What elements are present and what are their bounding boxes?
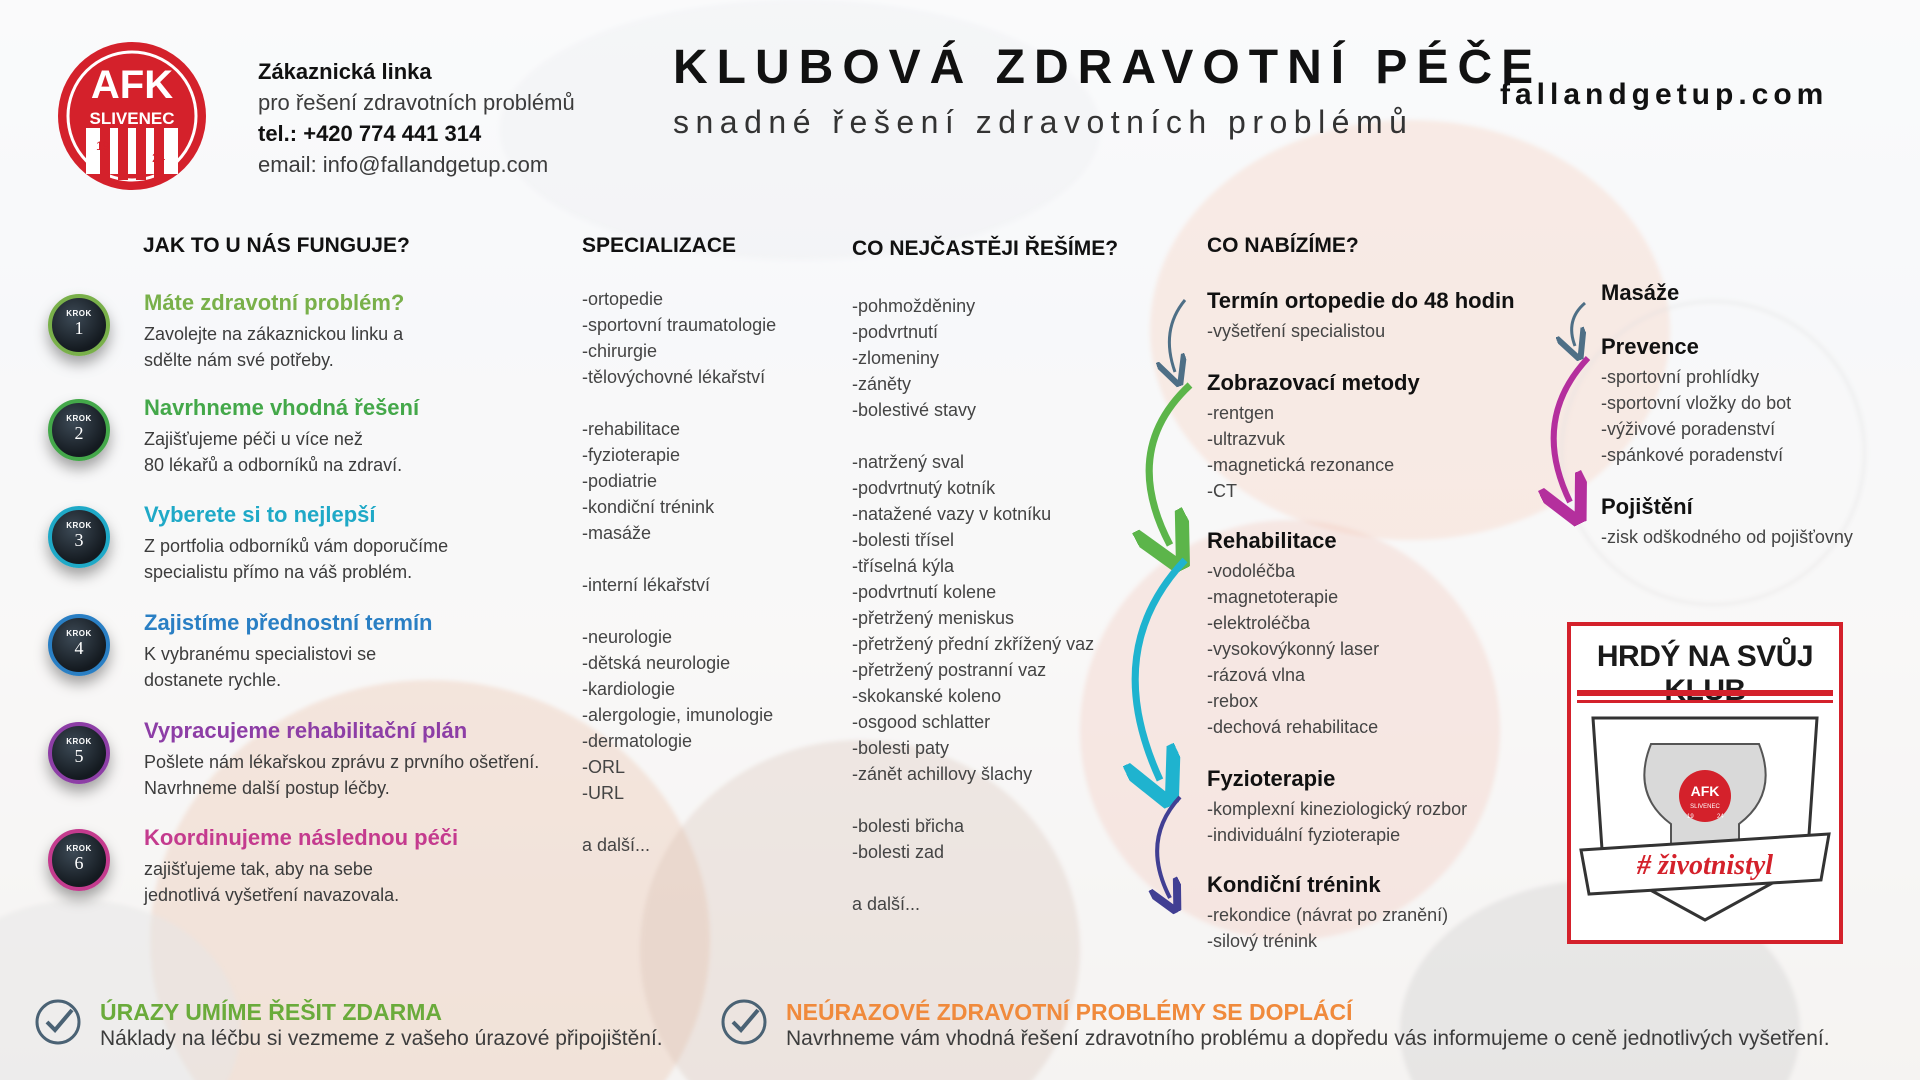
list-item: -rebox xyxy=(1207,691,1259,711)
list-item: -zlomeniny xyxy=(852,348,940,368)
step-text-line: jednotlivá vyšetření navazovala. xyxy=(144,885,400,905)
offer-group-title: Termín ortopedie do 48 hodin xyxy=(1207,288,1515,313)
list-item: -spánkové poradenství xyxy=(1601,445,1784,465)
svg-text:SLIVENEC: SLIVENEC xyxy=(89,109,175,128)
step-krok: KROK xyxy=(66,844,92,853)
step-number: 3 xyxy=(74,530,84,550)
list-item: -přetržený meniskus xyxy=(852,608,1015,628)
step-text-line: specialistu přímo na váš problém. xyxy=(144,562,413,582)
page-subtitle: snadné řešení zdravotních problémů xyxy=(673,104,1414,140)
arrow-3 xyxy=(1135,560,1185,780)
list-item: -zisk odškodného od pojišťovny xyxy=(1601,527,1853,547)
list-item: -bolesti třísel xyxy=(852,530,955,550)
svg-text:AFK: AFK xyxy=(90,63,174,107)
specializace-heading: SPECIALIZACE xyxy=(582,234,737,257)
list-item: -neurologie xyxy=(582,627,673,647)
club-badge xyxy=(1567,622,1843,944)
arrow-5 xyxy=(1572,303,1585,346)
step-title: Vypracujeme rehabilitační plán xyxy=(144,718,468,743)
check-circle-icon xyxy=(34,998,82,1046)
step-text-line: sdělte nám své potřeby. xyxy=(144,350,334,370)
step-text-line: Navrhneme další postup léčby. xyxy=(144,778,390,798)
list-item: -fyzioterapie xyxy=(582,445,681,465)
list-item: -silový trénink xyxy=(1207,931,1318,951)
list-item: a další... xyxy=(582,835,651,855)
step-title: Zajistíme přednostní termín xyxy=(144,610,433,635)
check-circle-icon xyxy=(720,998,768,1046)
step-text-line: zajišťujeme tak, aby na sebe xyxy=(144,859,373,879)
offer-group-title: Prevence xyxy=(1601,334,1699,359)
offer-group-title: Masáže xyxy=(1601,280,1680,305)
trophy-emblem xyxy=(1571,684,1839,940)
svg-text:SLIVENEC: SLIVENEC xyxy=(1690,804,1720,810)
list-item: -tělovýchovné lékařství xyxy=(582,367,766,387)
list-item: -záněty xyxy=(852,374,912,394)
step-number: 5 xyxy=(74,746,84,766)
step-text-line: Pošlete nám lékařskou zprávu z prvního ošetření. xyxy=(144,752,540,772)
step-text-line: 80 lékařů a odborníků na zdraví. xyxy=(144,455,403,475)
list-item: -ortopedie xyxy=(582,289,664,309)
list-item: -skokanské koleno xyxy=(852,686,1002,706)
contact-subtitle: pro řešení zdravotních problémů xyxy=(258,90,575,115)
list-item: -tříselná kýla xyxy=(852,556,955,576)
step-krok: KROK xyxy=(66,309,92,318)
step-number: 6 xyxy=(74,853,84,873)
contact-phone[interactable]: tel.: +420 774 441 314 xyxy=(258,121,482,146)
list-item: -podiatrie xyxy=(582,471,658,491)
nabizime-heading: CO NABÍZÍME? xyxy=(1207,234,1359,257)
svg-text:19: 19 xyxy=(96,139,110,153)
club-badge-title: HRDÝ NA SVŮJ xyxy=(1596,640,1814,673)
step-title: Máte zdravotní problém? xyxy=(144,290,405,315)
list-item: a další... xyxy=(852,894,921,914)
list-item: -kondiční trénink xyxy=(582,497,715,517)
list-item: -sportovní prohlídky xyxy=(1601,367,1760,387)
page-title: KLUBOVÁ ZDRAVOTNÍ PÉČE xyxy=(673,41,1543,94)
list-item: -vodoléčba xyxy=(1207,561,1296,581)
svg-text:24: 24 xyxy=(1717,814,1724,820)
step-krok: KROK xyxy=(66,737,92,746)
list-item: -sportovní traumatologie xyxy=(582,315,777,335)
list-item: -bolestivé stavy xyxy=(852,400,977,420)
list-item: -ultrazvuk xyxy=(1207,429,1286,449)
list-item: -podvrtnutý kotník xyxy=(852,478,996,498)
offer-group-title: Rehabilitace xyxy=(1207,528,1337,553)
bottom-left-title: ÚRAZY UMÍME ŘEŠIT ZDARMA xyxy=(100,999,443,1025)
list-item: -podvrtnutí xyxy=(852,322,939,342)
list-item: -masáže xyxy=(582,523,652,543)
list-item: -rehabilitace xyxy=(582,419,681,439)
step-text-line: Z portfolia odborníků vám doporučíme xyxy=(144,536,449,556)
contact-email[interactable]: email: info@fallandgetup.com xyxy=(258,152,549,177)
step-krok: KROK xyxy=(66,629,92,638)
step-text-line: K vybranému specialistovi se xyxy=(144,644,377,664)
list-item: -rentgen xyxy=(1207,403,1275,423)
list-item: -podvrtnutí kolene xyxy=(852,582,997,602)
step-title: Koordinujeme následnou péči xyxy=(144,825,459,850)
list-item: -individuální fyzioterapie xyxy=(1207,825,1401,845)
list-item: -přetržený postranní vaz xyxy=(852,660,1047,680)
list-item: -vyšetření specialistou xyxy=(1207,321,1386,341)
website-link[interactable]: fallandgetup.com xyxy=(1500,78,1829,111)
list-item: -dětská neurologie xyxy=(582,653,731,673)
offer-group-title: Pojištění xyxy=(1601,494,1693,519)
list-item: -elektroléčba xyxy=(1207,613,1311,633)
list-item: -interní lékařství xyxy=(582,575,711,595)
list-item: -magnetoterapie xyxy=(1207,587,1339,607)
list-item: -rekondice (návrat po zranění) xyxy=(1207,905,1449,925)
step-krok: KROK xyxy=(66,521,92,530)
arrow-1 xyxy=(1169,300,1185,372)
svg-text:24: 24 xyxy=(152,151,166,165)
list-item: -CT xyxy=(1207,481,1237,501)
svg-text:AFK: AFK xyxy=(1690,783,1720,799)
list-item: -přetržený přední zkřížený vaz xyxy=(852,634,1095,654)
offer-group-title: Kondiční trénink xyxy=(1207,872,1381,897)
step-krok: KROK xyxy=(66,414,92,423)
arrow-2 xyxy=(1149,385,1190,545)
svg-text:# životnistyl: # životnistyl xyxy=(1636,850,1774,881)
step-title: Navrhneme vhodná řešení xyxy=(144,395,420,420)
step-number: 1 xyxy=(74,318,84,338)
step-text-line: dostanete rychle. xyxy=(144,670,282,690)
bottom-right-text: Navrhneme vám vhodná řešení zdravotního problému a dopředu vás informujeme o ceně jednotlivých vyšetření. xyxy=(786,1027,1830,1050)
list-item: -zánět achillovy šlachy xyxy=(852,764,1033,784)
step-text-line: Zajišťujeme péči u více než xyxy=(144,429,363,449)
list-item: -osgood schlatter xyxy=(852,712,991,732)
list-item: -vysokovýkonný laser xyxy=(1207,639,1380,659)
list-item: -natržený sval xyxy=(852,452,965,472)
step-number: 4 xyxy=(74,638,84,658)
list-item: -kardiologie xyxy=(582,679,676,699)
list-item: -natažené vazy v kotníku xyxy=(852,504,1052,524)
steps-heading: JAK TO U NÁS FUNGUJE? xyxy=(143,234,410,257)
list-item: -bolesti břicha xyxy=(852,816,965,836)
list-item: -komplexní kineziologický rozbor xyxy=(1207,799,1468,819)
step-number: 2 xyxy=(74,423,84,443)
list-item: -rázová vlna xyxy=(1207,665,1306,685)
step-text-line: Zavolejte na zákaznickou linku a xyxy=(144,324,404,344)
bottom-left-text: Náklady na léčbu si vezmeme z vašeho úrazové připojištění. xyxy=(100,1027,663,1050)
list-item: -alergologie, imunologie xyxy=(582,705,774,725)
list-item: -ORL xyxy=(582,757,626,777)
arrow-6 xyxy=(1554,358,1588,502)
resime-heading: CO NEJČASTĚJI ŘEŠÍME? xyxy=(852,237,1119,260)
contact-title: Zákaznická linka xyxy=(258,59,432,84)
list-item: -bolesti paty xyxy=(852,738,950,758)
list-item: -pohmožděniny xyxy=(852,296,976,316)
offer-group-title: Fyzioterapie xyxy=(1207,766,1336,791)
list-item: -dermatologie xyxy=(582,731,693,751)
svg-text:19: 19 xyxy=(1687,814,1694,820)
list-item: -URL xyxy=(582,783,625,803)
list-item: -dechová rehabilitace xyxy=(1207,717,1379,737)
arrow-4 xyxy=(1157,797,1180,898)
list-item: -magnetická rezonance xyxy=(1207,455,1395,475)
list-item: -sportovní vložky do bot xyxy=(1601,393,1792,413)
list-item: -chirurgie xyxy=(582,341,658,361)
list-item: -výživové poradenství xyxy=(1601,419,1776,439)
bottom-right-title: NEÚRAZOVÉ ZDRAVOTNÍ PROBLÉMY SE DOPLÁCÍ xyxy=(786,999,1353,1025)
step-title: Vyberete si to nejlepší xyxy=(144,502,376,527)
offer-group-title: Zobrazovací metody xyxy=(1207,370,1420,395)
list-item: -bolesti zad xyxy=(852,842,945,862)
